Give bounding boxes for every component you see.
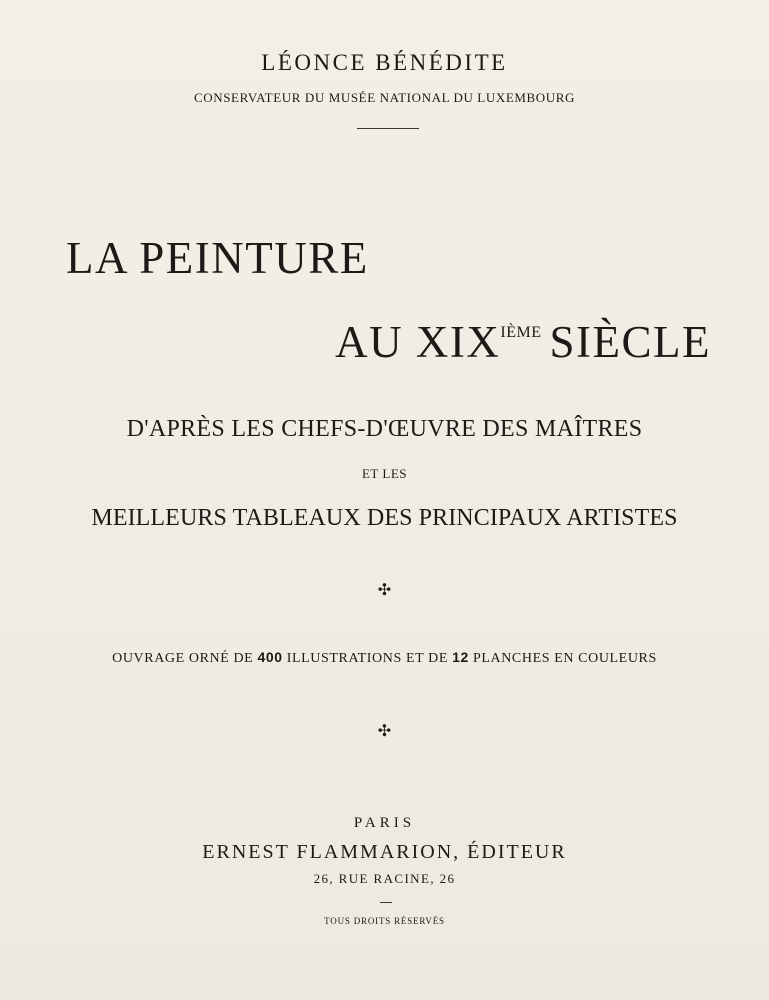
title-line-1-text: LA PEINTURE: [66, 233, 369, 283]
author-name: LÉONCE BÉNÉDITE: [261, 50, 508, 75]
illustration-statement-part-2: ILLUSTRATIONS ET DE: [282, 651, 453, 666]
imprint-publisher: ERNEST FLAMMARION, ÉDITEUR: [202, 841, 567, 863]
title-superscript: IÈME: [500, 324, 542, 341]
illustration-statement: [0, 649, 769, 667]
header-divider: [357, 128, 419, 129]
subtitle-line-2: ET LES: [361, 466, 407, 481]
plates-count: 12: [452, 649, 469, 665]
title-line-2-end: SIÈCLE: [549, 317, 711, 367]
fleuron-ornament-icon: ✣: [377, 723, 392, 740]
fleuron-ornament-icon: ✣: [377, 582, 392, 599]
title-line-2-main: AU XIX: [335, 317, 501, 367]
imprint-city: PARIS: [353, 815, 416, 831]
title-line-1: [66, 232, 369, 284]
subtitle-line-3: MEILLEURS TABLEAUX DES PRINCIPAUX ARTISTES: [91, 505, 678, 531]
illustration-statement-part-3: PLANCHES EN COULEURS: [468, 651, 657, 666]
illustrations-count: 400: [257, 649, 283, 665]
illustration-statement-part-1: OUVRAGE ORNÉ DE: [112, 651, 258, 666]
imprint-divider: [380, 902, 392, 903]
title-line-2: [335, 316, 711, 368]
subtitle-line-1: D'APRÈS LES CHEFS-D'ŒUVRE DES MAÎTRES: [126, 416, 643, 442]
rights-notice: TOUS DROITS RÉSERVÉS: [324, 916, 445, 926]
author-position: CONSERVATEUR DU MUSÉE NATIONAL DU LUXEMBOURG: [193, 90, 576, 105]
imprint-address: 26, RUE RACINE, 26: [313, 871, 456, 886]
